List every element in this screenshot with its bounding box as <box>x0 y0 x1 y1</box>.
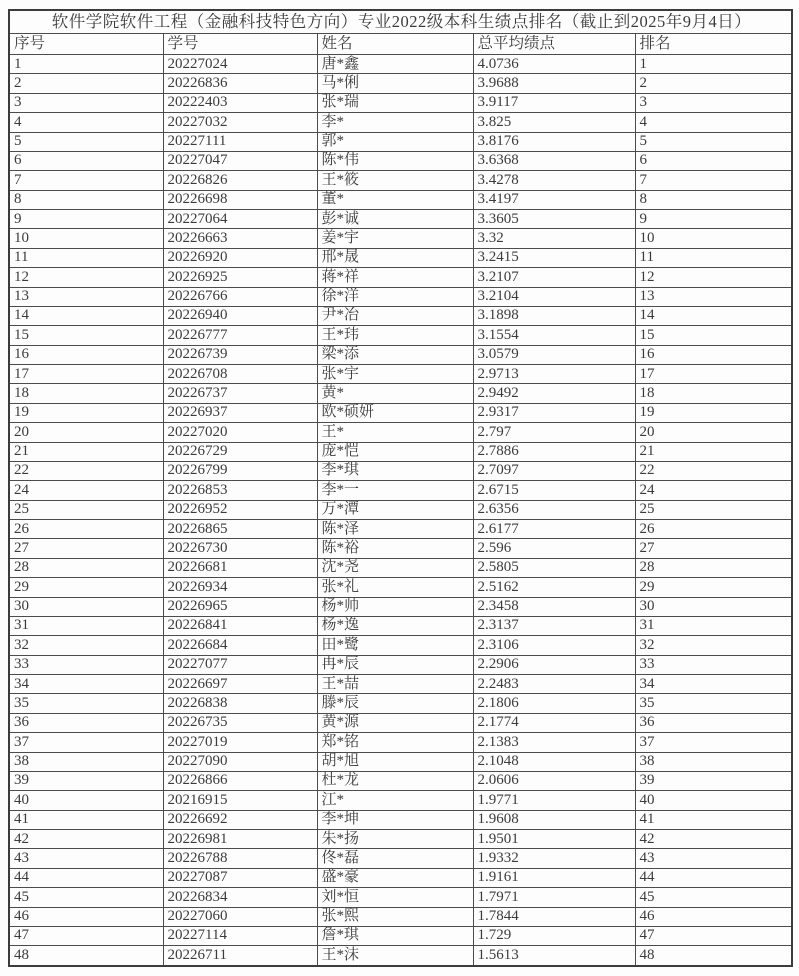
cell-name: 梁*添 <box>317 345 473 364</box>
cell-rank: 48 <box>635 946 792 966</box>
cell-gpa: 2.3106 <box>473 636 635 655</box>
cell-name: 马*俐 <box>317 74 473 93</box>
cell-serial: 42 <box>9 830 163 849</box>
cell-name: 陈*伟 <box>317 151 473 170</box>
cell-rank: 36 <box>635 713 792 732</box>
cell-serial: 11 <box>9 248 163 267</box>
cell-name: 张*礼 <box>317 578 473 597</box>
cell-gpa: 3.32 <box>473 229 635 248</box>
cell-serial: 39 <box>9 771 163 790</box>
cell-serial: 36 <box>9 713 163 732</box>
cell-name: 郭* <box>317 132 473 151</box>
cell-gpa: 3.2415 <box>473 248 635 267</box>
cell-rank: 4 <box>635 113 792 132</box>
cell-student-id: 20226965 <box>163 597 317 616</box>
cell-student-id: 20226766 <box>163 287 317 306</box>
cell-student-id: 20227114 <box>163 926 317 945</box>
cell-student-id: 20226788 <box>163 849 317 868</box>
cell-rank: 18 <box>635 384 792 403</box>
cell-gpa: 2.3458 <box>473 597 635 616</box>
cell-serial: 27 <box>9 539 163 558</box>
cell-student-id: 20226777 <box>163 326 317 345</box>
cell-student-id: 20226708 <box>163 365 317 384</box>
cell-name: 胡*旭 <box>317 752 473 771</box>
cell-student-id: 20226826 <box>163 171 317 190</box>
table-row <box>9 733 792 752</box>
cell-name: 李* <box>317 113 473 132</box>
table-row <box>9 345 792 364</box>
cell-gpa: 3.4278 <box>473 171 635 190</box>
table-row <box>9 830 792 849</box>
table-title: 软件学院软件工程（金融科技特色方向）专业2022级本科生绩点排名（截止到2025年9月4日） <box>9 10 792 34</box>
cell-name: 董* <box>317 190 473 209</box>
cell-student-id: 20222403 <box>163 93 317 112</box>
cell-gpa: 2.0606 <box>473 771 635 790</box>
cell-serial: 9 <box>9 210 163 229</box>
cell-student-id: 20227019 <box>163 733 317 752</box>
table-row <box>9 306 792 325</box>
cell-serial: 43 <box>9 849 163 868</box>
cell-serial: 31 <box>9 616 163 635</box>
cell-student-id: 20226841 <box>163 616 317 635</box>
cell-gpa: 2.7097 <box>473 461 635 480</box>
cell-student-id: 20216915 <box>163 791 317 810</box>
cell-serial: 44 <box>9 868 163 887</box>
table-title-row <box>9 10 792 34</box>
cell-serial: 19 <box>9 403 163 422</box>
table-row <box>9 713 792 732</box>
cell-rank: 42 <box>635 830 792 849</box>
cell-gpa: 2.797 <box>473 423 635 442</box>
cell-name: 张*瑞 <box>317 93 473 112</box>
cell-rank: 24 <box>635 481 792 500</box>
cell-rank: 32 <box>635 636 792 655</box>
cell-rank: 35 <box>635 694 792 713</box>
cell-serial: 18 <box>9 384 163 403</box>
cell-serial: 25 <box>9 500 163 519</box>
cell-name: 欧*硕妍 <box>317 403 473 422</box>
cell-serial: 10 <box>9 229 163 248</box>
cell-name: 杨*逸 <box>317 616 473 635</box>
cell-rank: 6 <box>635 151 792 170</box>
table-body <box>9 55 792 967</box>
cell-gpa: 2.9317 <box>473 403 635 422</box>
cell-name: 邢*晟 <box>317 248 473 267</box>
cell-gpa: 2.1383 <box>473 733 635 752</box>
table-row <box>9 171 792 190</box>
cell-student-id: 20227064 <box>163 210 317 229</box>
cell-rank: 14 <box>635 306 792 325</box>
cell-rank: 22 <box>635 461 792 480</box>
table-row <box>9 132 792 151</box>
cell-rank: 8 <box>635 190 792 209</box>
cell-rank: 16 <box>635 345 792 364</box>
table-row <box>9 113 792 132</box>
cell-gpa: 2.5162 <box>473 578 635 597</box>
cell-name: 杜*龙 <box>317 771 473 790</box>
cell-rank: 2 <box>635 74 792 93</box>
table-row <box>9 888 792 907</box>
cell-serial: 33 <box>9 655 163 674</box>
cell-student-id: 20226866 <box>163 771 317 790</box>
cell-rank: 30 <box>635 597 792 616</box>
cell-name: 黄* <box>317 384 473 403</box>
cell-rank: 11 <box>635 248 792 267</box>
cell-name: 李*一 <box>317 481 473 500</box>
cell-serial: 13 <box>9 287 163 306</box>
cell-rank: 38 <box>635 752 792 771</box>
cell-name: 滕*辰 <box>317 694 473 713</box>
cell-gpa: 1.5613 <box>473 946 635 966</box>
cell-student-id: 20226834 <box>163 888 317 907</box>
cell-serial: 46 <box>9 907 163 926</box>
cell-student-id: 20226920 <box>163 248 317 267</box>
table-row <box>9 578 792 597</box>
cell-rank: 12 <box>635 268 792 287</box>
cell-rank: 33 <box>635 655 792 674</box>
cell-name: 姜*宇 <box>317 229 473 248</box>
cell-name: 唐*鑫 <box>317 55 473 74</box>
cell-rank: 40 <box>635 791 792 810</box>
cell-student-id: 20227090 <box>163 752 317 771</box>
table-row <box>9 210 792 229</box>
gpa-ranking-table <box>8 9 793 967</box>
cell-rank: 5 <box>635 132 792 151</box>
cell-name: 王*玮 <box>317 326 473 345</box>
cell-serial: 1 <box>9 55 163 74</box>
column-header-student-id: 学号 <box>163 34 317 55</box>
table-row <box>9 151 792 170</box>
table-row <box>9 520 792 539</box>
cell-name: 李*琪 <box>317 461 473 480</box>
cell-serial: 29 <box>9 578 163 597</box>
cell-rank: 7 <box>635 171 792 190</box>
cell-gpa: 2.1048 <box>473 752 635 771</box>
cell-serial: 32 <box>9 636 163 655</box>
cell-name: 万*潭 <box>317 500 473 519</box>
table-row <box>9 442 792 461</box>
table-row <box>9 558 792 577</box>
cell-student-id: 20226865 <box>163 520 317 539</box>
cell-student-id: 20226853 <box>163 481 317 500</box>
cell-rank: 20 <box>635 423 792 442</box>
cell-gpa: 1.9161 <box>473 868 635 887</box>
table-row <box>9 384 792 403</box>
table-row <box>9 461 792 480</box>
cell-serial: 22 <box>9 461 163 480</box>
table-row <box>9 771 792 790</box>
cell-rank: 43 <box>635 849 792 868</box>
cell-student-id: 20226663 <box>163 229 317 248</box>
cell-name: 李*坤 <box>317 810 473 829</box>
table-row <box>9 365 792 384</box>
table-row <box>9 849 792 868</box>
cell-student-id: 20227111 <box>163 132 317 151</box>
table-row <box>9 791 792 810</box>
cell-serial: 20 <box>9 423 163 442</box>
cell-serial: 45 <box>9 888 163 907</box>
cell-rank: 26 <box>635 520 792 539</box>
cell-name: 佟*磊 <box>317 849 473 868</box>
cell-student-id: 20227060 <box>163 907 317 926</box>
cell-serial: 48 <box>9 946 163 966</box>
table-row <box>9 926 792 945</box>
cell-gpa: 2.2906 <box>473 655 635 674</box>
cell-student-id: 20227077 <box>163 655 317 674</box>
cell-serial: 7 <box>9 171 163 190</box>
cell-student-id: 20226697 <box>163 675 317 694</box>
cell-name: 蒋*祥 <box>317 268 473 287</box>
table-row <box>9 946 792 966</box>
cell-student-id: 20226799 <box>163 461 317 480</box>
cell-student-id: 20226729 <box>163 442 317 461</box>
cell-name: 王* <box>317 423 473 442</box>
table-row <box>9 597 792 616</box>
cell-name: 杨*帅 <box>317 597 473 616</box>
cell-rank: 9 <box>635 210 792 229</box>
cell-serial: 24 <box>9 481 163 500</box>
table-row <box>9 229 792 248</box>
cell-gpa: 1.7971 <box>473 888 635 907</box>
cell-gpa: 3.9688 <box>473 74 635 93</box>
cell-serial: 35 <box>9 694 163 713</box>
cell-rank: 46 <box>635 907 792 926</box>
cell-student-id: 20226981 <box>163 830 317 849</box>
cell-rank: 10 <box>635 229 792 248</box>
cell-name: 王*沫 <box>317 946 473 966</box>
cell-gpa: 1.729 <box>473 926 635 945</box>
cell-name: 张*宇 <box>317 365 473 384</box>
cell-gpa: 2.7886 <box>473 442 635 461</box>
cell-rank: 28 <box>635 558 792 577</box>
cell-student-id: 20226681 <box>163 558 317 577</box>
cell-gpa: 3.3605 <box>473 210 635 229</box>
cell-gpa: 2.1774 <box>473 713 635 732</box>
cell-gpa: 3.4197 <box>473 190 635 209</box>
cell-rank: 37 <box>635 733 792 752</box>
table-row <box>9 403 792 422</box>
cell-student-id: 20227047 <box>163 151 317 170</box>
cell-serial: 6 <box>9 151 163 170</box>
cell-rank: 34 <box>635 675 792 694</box>
cell-gpa: 1.7844 <box>473 907 635 926</box>
cell-gpa: 2.9492 <box>473 384 635 403</box>
cell-serial: 38 <box>9 752 163 771</box>
table-row <box>9 190 792 209</box>
table-row <box>9 248 792 267</box>
cell-gpa: 3.0579 <box>473 345 635 364</box>
cell-rank: 47 <box>635 926 792 945</box>
cell-name: 陈*裕 <box>317 539 473 558</box>
cell-student-id: 20226737 <box>163 384 317 403</box>
table-row <box>9 675 792 694</box>
cell-rank: 3 <box>635 93 792 112</box>
column-header-rank: 排名 <box>635 34 792 55</box>
cell-rank: 1 <box>635 55 792 74</box>
cell-serial: 21 <box>9 442 163 461</box>
cell-rank: 31 <box>635 616 792 635</box>
cell-name: 詹*琪 <box>317 926 473 945</box>
cell-student-id: 20226937 <box>163 403 317 422</box>
cell-gpa: 3.8176 <box>473 132 635 151</box>
cell-student-id: 20227024 <box>163 55 317 74</box>
cell-name: 刘*恒 <box>317 888 473 907</box>
cell-gpa: 4.0736 <box>473 55 635 74</box>
table-row <box>9 616 792 635</box>
cell-rank: 29 <box>635 578 792 597</box>
table-row <box>9 423 792 442</box>
cell-name: 沈*尧 <box>317 558 473 577</box>
cell-serial: 40 <box>9 791 163 810</box>
cell-gpa: 1.9771 <box>473 791 635 810</box>
cell-rank: 15 <box>635 326 792 345</box>
cell-rank: 27 <box>635 539 792 558</box>
cell-rank: 13 <box>635 287 792 306</box>
cell-serial: 12 <box>9 268 163 287</box>
table-row <box>9 752 792 771</box>
cell-gpa: 1.9332 <box>473 849 635 868</box>
cell-student-id: 20226836 <box>163 74 317 93</box>
cell-serial: 3 <box>9 93 163 112</box>
cell-gpa: 2.1806 <box>473 694 635 713</box>
cell-student-id: 20227020 <box>163 423 317 442</box>
cell-student-id: 20226838 <box>163 694 317 713</box>
cell-name: 朱*扬 <box>317 830 473 849</box>
cell-name: 冉*辰 <box>317 655 473 674</box>
cell-gpa: 2.3137 <box>473 616 635 635</box>
column-header-gpa: 总平均绩点 <box>473 34 635 55</box>
cell-student-id: 20226711 <box>163 946 317 966</box>
cell-student-id: 20226692 <box>163 810 317 829</box>
cell-serial: 34 <box>9 675 163 694</box>
cell-gpa: 2.6177 <box>473 520 635 539</box>
table-row <box>9 500 792 519</box>
cell-gpa: 3.6368 <box>473 151 635 170</box>
cell-student-id: 20226730 <box>163 539 317 558</box>
table-header-row <box>9 34 792 55</box>
table-row <box>9 287 792 306</box>
cell-gpa: 3.9117 <box>473 93 635 112</box>
cell-serial: 16 <box>9 345 163 364</box>
cell-name: 彭*诚 <box>317 210 473 229</box>
column-header-serial: 序号 <box>9 34 163 55</box>
cell-student-id: 20226684 <box>163 636 317 655</box>
cell-serial: 8 <box>9 190 163 209</box>
cell-gpa: 3.2107 <box>473 268 635 287</box>
cell-serial: 5 <box>9 132 163 151</box>
cell-student-id: 20226940 <box>163 306 317 325</box>
cell-gpa: 3.1554 <box>473 326 635 345</box>
cell-gpa: 1.9608 <box>473 810 635 829</box>
cell-gpa: 2.6356 <box>473 500 635 519</box>
cell-name: 郑*铭 <box>317 733 473 752</box>
cell-rank: 41 <box>635 810 792 829</box>
cell-gpa: 2.5805 <box>473 558 635 577</box>
cell-student-id: 20226952 <box>163 500 317 519</box>
cell-name: 盛*豪 <box>317 868 473 887</box>
cell-serial: 2 <box>9 74 163 93</box>
cell-serial: 37 <box>9 733 163 752</box>
cell-name: 庞*恺 <box>317 442 473 461</box>
cell-rank: 17 <box>635 365 792 384</box>
cell-student-id: 20226934 <box>163 578 317 597</box>
cell-rank: 19 <box>635 403 792 422</box>
table-row <box>9 268 792 287</box>
cell-serial: 28 <box>9 558 163 577</box>
cell-gpa: 3.825 <box>473 113 635 132</box>
cell-gpa: 3.2104 <box>473 287 635 306</box>
cell-serial: 4 <box>9 113 163 132</box>
cell-serial: 26 <box>9 520 163 539</box>
cell-name: 张*熙 <box>317 907 473 926</box>
cell-serial: 30 <box>9 597 163 616</box>
cell-name: 江* <box>317 791 473 810</box>
table-row <box>9 55 792 74</box>
cell-gpa: 2.2483 <box>473 675 635 694</box>
cell-name: 陈*泽 <box>317 520 473 539</box>
table-row <box>9 868 792 887</box>
cell-serial: 14 <box>9 306 163 325</box>
cell-student-id: 20226735 <box>163 713 317 732</box>
table-row <box>9 655 792 674</box>
cell-name: 尹*冶 <box>317 306 473 325</box>
cell-rank: 21 <box>635 442 792 461</box>
cell-name: 田*鹭 <box>317 636 473 655</box>
cell-gpa: 2.596 <box>473 539 635 558</box>
table-row <box>9 539 792 558</box>
table-row <box>9 93 792 112</box>
table-row <box>9 810 792 829</box>
table-row <box>9 907 792 926</box>
cell-gpa: 3.1898 <box>473 306 635 325</box>
cell-student-id: 20227087 <box>163 868 317 887</box>
cell-name: 黄*源 <box>317 713 473 732</box>
cell-rank: 44 <box>635 868 792 887</box>
cell-serial: 15 <box>9 326 163 345</box>
cell-student-id: 20226698 <box>163 190 317 209</box>
table-row <box>9 74 792 93</box>
cell-rank: 39 <box>635 771 792 790</box>
cell-gpa: 1.9501 <box>473 830 635 849</box>
cell-serial: 47 <box>9 926 163 945</box>
cell-student-id: 20226925 <box>163 268 317 287</box>
cell-serial: 17 <box>9 365 163 384</box>
cell-student-id: 20226739 <box>163 345 317 364</box>
cell-student-id: 20227032 <box>163 113 317 132</box>
cell-name: 徐*洋 <box>317 287 473 306</box>
table-row <box>9 694 792 713</box>
cell-name: 王*筱 <box>317 171 473 190</box>
cell-name: 王*喆 <box>317 675 473 694</box>
cell-gpa: 2.9713 <box>473 365 635 384</box>
cell-rank: 25 <box>635 500 792 519</box>
table-row <box>9 636 792 655</box>
column-header-name: 姓名 <box>317 34 473 55</box>
table-row <box>9 326 792 345</box>
table-row <box>9 481 792 500</box>
cell-serial: 41 <box>9 810 163 829</box>
cell-gpa: 2.6715 <box>473 481 635 500</box>
cell-rank: 45 <box>635 888 792 907</box>
